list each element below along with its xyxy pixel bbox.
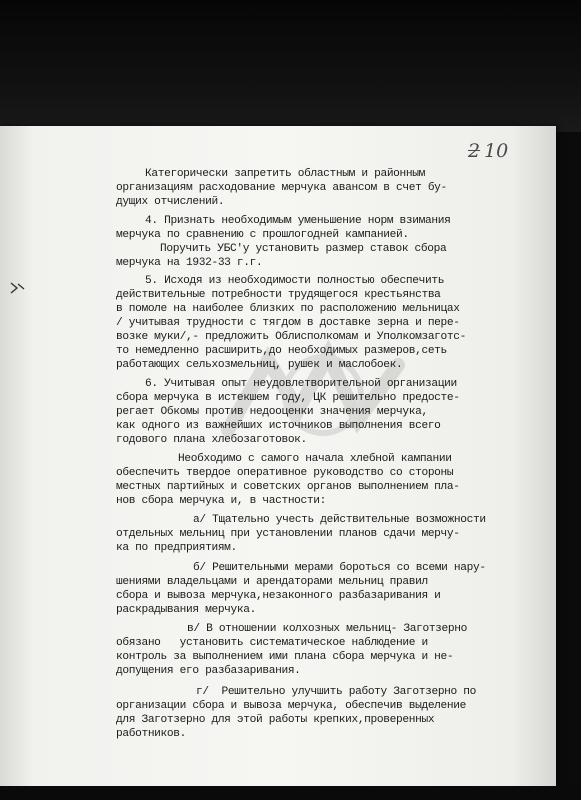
text-line: как одного из важнейших источников выполнения всего <box>116 420 441 432</box>
text-line: обязано установить систематическое наблюдение и <box>116 637 428 649</box>
text-line: регает Обкомы против недооценки значения мерчука, <box>116 406 428 418</box>
text-line: 5. Исходя из необходимости полностью обеспечить <box>145 275 445 287</box>
text-line: мерчука на 1932-33 г.г. <box>116 257 263 269</box>
text-line: для Заготзерно для этой работы крепких,проверенных <box>116 714 435 726</box>
text-line: ка по предприятиям. <box>116 542 237 554</box>
page-number-current: 10 <box>484 140 509 162</box>
text-line: дущих отчислений. <box>116 196 225 208</box>
text-line: обеспечить твердое оперативное руководство со стороны <box>116 467 454 479</box>
text-line: а/ Тщательно учесть действительные возможности <box>193 514 486 526</box>
text-line: возке муки/,- предложить Облисполкомам и Уполкомзаготс- <box>116 331 466 343</box>
text-line: / учитывая трудности с тягдом в доставке зерна и пере- <box>116 317 460 329</box>
text-line: Необходимо с самого начала хлебной кампании <box>178 453 452 465</box>
text-line: годового плана хлебозаготовок. <box>116 434 307 446</box>
text-line: в помоле на наиболее близких по расположению мельницах <box>116 303 460 315</box>
text-line: сбора мерчука в истекшем году, ЦК решительно предосте- <box>116 392 460 404</box>
text-line: организации сбора и вывоза мерчука, обеспечив выделение <box>116 700 466 712</box>
text-line: работников. <box>116 728 186 740</box>
text-line: действительные потребности трудящегося крестьянства <box>116 289 441 301</box>
text-line: местных партийных и советских органов выполнением пла- <box>116 481 460 493</box>
text-line: б/ Решительными мерами бороться со всеми нару- <box>193 562 486 574</box>
text-line: сбора и вывоза мерчука,незаконного разбазаривания и <box>116 590 441 602</box>
text-line: г/ Решительно улучшить работу Заготзерно по <box>196 686 476 698</box>
text-line: раскрадывания мерчука. <box>116 604 256 616</box>
text-line: работающих сельхозмельниц, рушек и маслобоек. <box>116 359 403 371</box>
text-line: нов сбора мерчука и, в частности: <box>116 495 326 507</box>
text-line: мерчука по сравнению с прошлогодней кампанией. <box>116 229 409 241</box>
text-line: организациям расходование мерчука авансом в счет бу- <box>116 182 447 194</box>
text-line: Поручить УБС'у установить размер ставок сбора <box>160 243 447 255</box>
text-line: контроль за выполнением ими плана сбора мерчука и не- <box>116 651 454 663</box>
page-number-struck: 2 <box>468 140 481 162</box>
text-line: в/ В отношении колхозных мельниц- Заготзерно <box>187 623 467 635</box>
text-line: отдельных мельниц при установлении планов сдачи мерчу- <box>116 528 460 540</box>
text-line: допущения его разбазаривания. <box>116 665 301 677</box>
text-line: Категорически запретить областным и районным <box>145 168 425 180</box>
text-line: шениями владельцами и арендаторами мельниц правил <box>116 576 428 588</box>
text-line: 6. Учитывая опыт неудовлетворительной организации <box>145 378 457 390</box>
text-line: то немедленно расширить,до необходимых размеров,сеть <box>116 345 447 357</box>
text-line: 4. Признать необходимым уменьшение норм взимания <box>145 215 451 227</box>
